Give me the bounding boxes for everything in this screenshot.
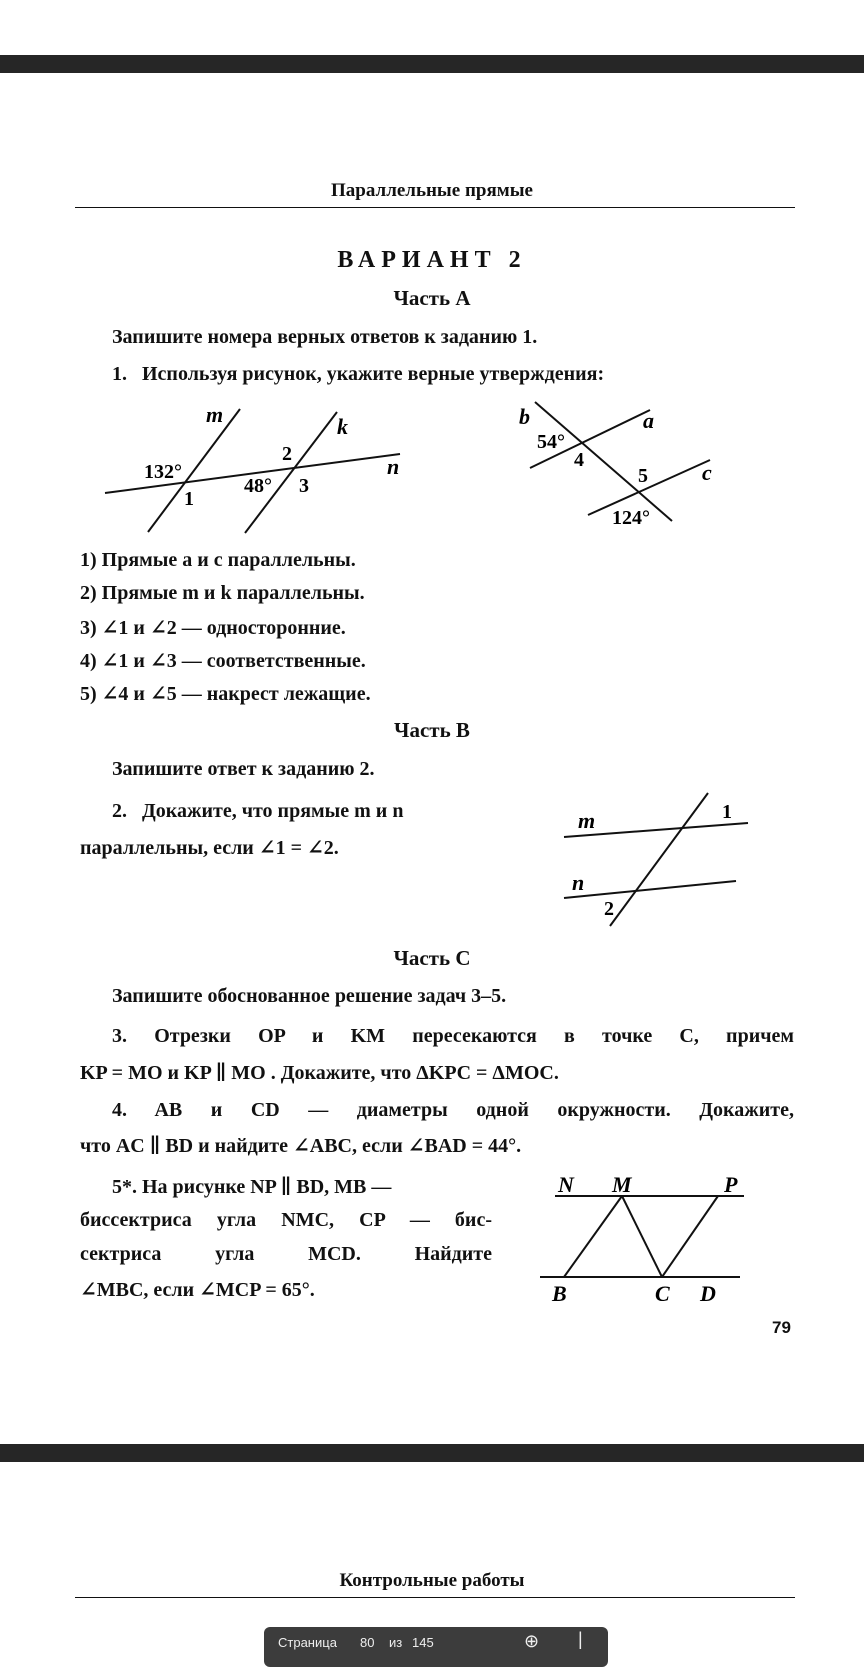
label-angle-5: 5 [638,465,648,487]
pager-total: 145 [412,1635,434,1650]
task5-line3: сектриса угла MCD. Найдите [80,1243,492,1265]
page-separator-top [0,55,864,73]
label-angle-1: 1 [722,801,732,823]
label-n: n [572,870,585,895]
task2-line1 [112,800,403,823]
label-C: C [655,1281,670,1306]
task5-line4: ∠MBC, если ∠MCP = 65°. [80,1279,315,1301]
task2-text-1: Докажите, что прямые m и n [142,800,404,822]
task3-text-1: Отрезки OP и KM пересекаются в точке C, причем [154,1025,795,1047]
page-separator-bottom [0,1444,864,1462]
task1-number: 1. [112,363,127,385]
task3-number: 3. [112,1025,127,1047]
label-a: a [643,408,654,433]
pager-current: 80 [360,1635,375,1650]
label-m: m [578,808,596,833]
task2-line2: параллельны, если ∠1 = ∠2. [80,837,339,859]
line-n [564,881,736,898]
option-4: 4) ∠1 и ∠3 — соответственные. [80,650,366,672]
label-132: 132° [144,461,182,483]
label-N: N [558,1172,574,1197]
label-angle-3: 3 [299,475,309,497]
task4-number: 4. [112,1099,127,1121]
label-c: c [702,460,712,485]
figure-1a [100,400,430,540]
task5-number: 5*. [112,1176,137,1198]
label-angle-2: 2 [604,898,614,920]
scroll-handle-icon[interactable]: | [578,1629,583,1649]
label-54: 54° [537,431,565,453]
segment-cp [662,1196,718,1277]
task5-line1 [112,1174,391,1199]
label-angle-2: 2 [282,443,292,465]
zoom-in-icon[interactable]: ⊕ [524,1631,540,1651]
option-1: 1) Прямые a и c параллельны. [80,549,356,571]
page-counter-overlay[interactable] [264,1627,608,1667]
instruction-a: Запишите номера верных ответов к заданию 1. [112,326,538,348]
task1-text: Используя рисунок, укажите верные утверждения: [142,363,605,385]
variant-title: ВАРИАНТ 2 [337,247,527,273]
task2-number: 2. [112,800,127,822]
task3-line2: KP = MO и KP ∥ MO . Докажите, что ΔKPC = ΔMOC. [80,1062,559,1084]
task4-text-1: AB и CD — диаметры одной окружности. Докажите, [154,1099,794,1121]
header-rule [75,207,795,208]
option-2: 2) Прямые m и k параллельны. [80,582,365,604]
figure-1b [515,400,730,535]
task4-line2: что AC ∥ BD и найдите ∠ABC, если ∠BAD = 44°. [80,1135,522,1157]
pager-of: из [389,1635,403,1650]
transversal [610,793,708,926]
next-page-header: Контрольные работы [339,1570,525,1591]
label-angle-1: 1 [184,488,194,510]
label-n: n [387,454,400,479]
label-P: P [724,1172,738,1197]
part-a-title: Часть A [393,286,471,310]
task1 [112,363,604,386]
label-m: m [206,402,224,427]
page-number: 79 [772,1318,791,1337]
label-k: k [337,414,348,439]
instruction-c: Запишите обоснованное решение задач 3–5. [112,985,507,1007]
label-124: 124° [612,507,650,529]
segment-mc [622,1196,662,1277]
task4-line1 [112,1099,794,1122]
figure-2 [560,790,760,935]
segment-mb [564,1196,622,1277]
label-48: 48° [244,475,272,497]
pager-label: Страница [278,1635,337,1650]
task5-text-1: На рисунке NP ∥ BD, MB — [142,1176,392,1198]
option-3: 3) ∠1 и ∠2 — односторонние. [80,617,346,639]
next-header-rule [75,1597,795,1598]
figure-5 [540,1165,760,1315]
part-b-title: Часть B [394,718,470,742]
label-B: B [552,1281,567,1306]
task3-line1 [112,1025,794,1048]
label-M: M [612,1172,632,1197]
instruction-b: Запишите ответ к заданию 2. [112,758,375,780]
label-b: b [519,404,530,429]
label-angle-4: 4 [574,449,584,471]
task5-line2: биссектриса угла NMC, CP — бис- [80,1209,492,1231]
part-c-title: Часть C [393,946,471,970]
label-D: D [700,1281,716,1306]
option-5: 5) ∠4 и ∠5 — накрест лежащие. [80,683,371,705]
running-header: Параллельные прямые [331,180,533,201]
